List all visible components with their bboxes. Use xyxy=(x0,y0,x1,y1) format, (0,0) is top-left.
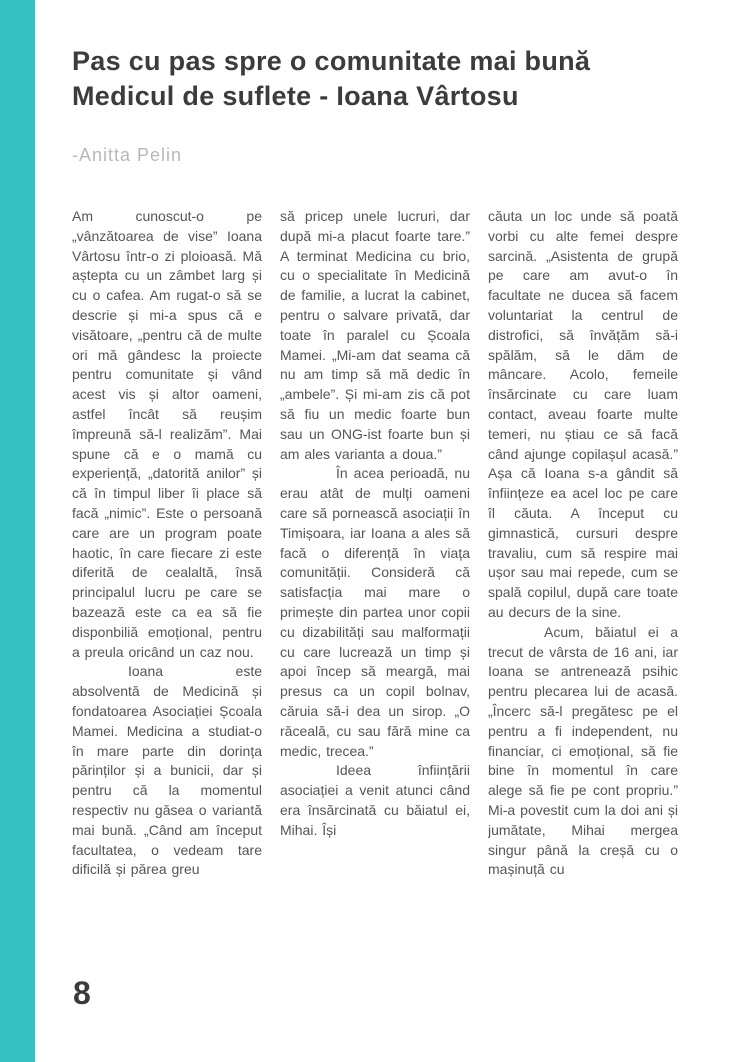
text-column-2 xyxy=(280,207,470,975)
left-accent-bar xyxy=(0,0,35,1062)
paragraph: Ioana este absolventă de Medicină și fondatoarea Asociației Școala Mamei. Medicina a studiat-o în mare parte din dorința părinților și a bunicii, dar și pentru că la momentul respectiv nu găsea o variantă mai bună. „Când am început facultatea, o vedeam tare dificilă și părea greu xyxy=(72,663,262,878)
article-title xyxy=(72,44,682,114)
title-line-2: Medicul de suflete - Ioana Vârtosu xyxy=(72,81,519,111)
text-column-3 xyxy=(488,207,678,975)
paragraph: În acea perioadă, nu erau atât de mulți oameni care să pornească asociații în Timișoara, iar Ioana a ales să facă o diferență în viața comunității. Consideră că satisfacția mai mare o primește din partea unor copii cu dizabilități sau malformații cu care lucrează un timp și apoi încep să meargă, mai presus ca un copil bolnav, căruia să-i dea un sirop. „O răceală, cu sau fără mine ca medic, trecea.” xyxy=(280,465,470,759)
paragraph: căuta un loc unde să poată vorbi cu alte femei despre sarcină. „Asistenta de grupă pe care am avut-o în facultate ne ducea să facem voluntariat la centrul de distrofici, să învățăm să-i spălăm, să le dăm de mâncare. Acolo, femeile însărcinate cu care luam contact, aveau foarte multe temeri, nu știau ce să facă când ajunge copilașul acasă.” Așa că Ioana s-a gândit să înființeze ea acel loc pe care îl căuta. A început cu gimnastică, cursuri despre travaliu, cum să respire mai ușor sau mai repede, cum se spală copilul, după care toate au decurs de la sine. xyxy=(488,208,678,620)
title-line-1: Pas cu pas spre o comunitate mai bună xyxy=(72,46,591,76)
paragraph: să pricep unele lucruri, dar după mi-a placut foarte tare.” A terminat Medicina cu brio, cu o specialitate în Medicină de familie, a lucrat la cabinet, pentru o salvare privată, dar toate în paralel cu Școala Mamei. „Mi-am dat seama că nu am timp să mă dedic în „ambele”. Și mi-am zis că pot să fiu un medic foarte bun sau un ONG-ist foarte bun și am ales varianta a doua.” xyxy=(280,208,470,462)
paragraph: Acum, băiatul ei a trecut de vârsta de 16 ani, iar Ioana se antrenează psihic pentru plecarea lui de acasă. „Încerc să-l pregătesc pe el pentru a fi independent, nu financiar, ci emoțional, să fie bine în momentul în care alege să fie pe cont propriu.” Mi-a povestit cum la doi ani și jumătate, Mihai mergea singur până la creșă cu o mașinuță cu xyxy=(488,623,678,878)
article-author: -Anitta Pelin xyxy=(72,145,183,165)
article-body xyxy=(72,207,678,975)
article-header xyxy=(72,44,682,166)
text-column-1 xyxy=(72,207,262,975)
page-number: 8 xyxy=(73,975,91,1011)
paragraph: Ideea înființării asociației a venit atunci când era însărcinată cu băiatul ei, Mihai. Își xyxy=(280,762,470,838)
paragraph: Am cunoscut-o pe „vânzătoarea de vise” Ioana Vârtosu într-o zi ploioasă. Mă aștepta cu un zâmbet larg și cu o cafea. Am rugat-o să se descrie și mi-a spus că e visătoare, „pentru că de multe ori mă gândesc la proiecte pentru comunitate și vând acest vis și altor oameni, astfel încât să reușim împreună să-l realizăm”. Mai spune că e o mamă cu experiență, „datorită anilor” și că în timpul liber îi place să facă „nimic”. Este o persoană care are un program poate haotic, în care fiecare zi este diferită de cealaltă, însă principalul lucru pe care se bazează este ca ea să fie disponbiliă emoțional, pentru a preula oricând un caz nou. xyxy=(72,208,262,660)
